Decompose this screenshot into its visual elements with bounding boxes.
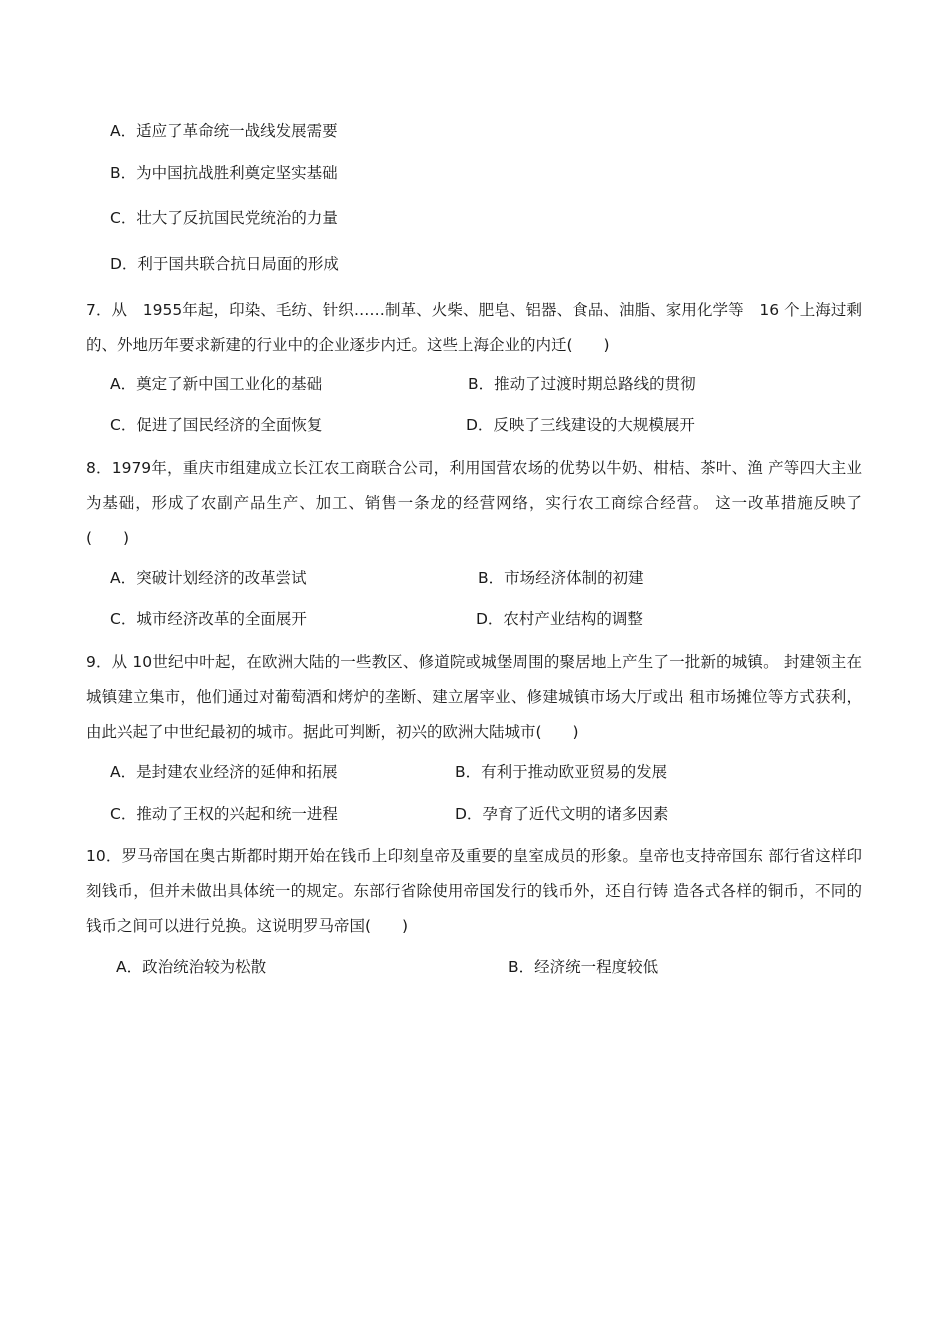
q7-option-c: C．促进了国民经济的全面恢复 <box>110 416 323 434</box>
q9-option-b: B．有利于推动欧亚贸易的发展 <box>455 763 668 781</box>
q7-option-a: A．奠定了新中国工业化的基础 <box>110 375 323 393</box>
q7-stem: 7．从 1955年起，印染、毛纺、针织……制革、火柴、肥皂、铝器、食品、油脂、家用化学等 16 个上海过剩的、外地历年要求新建的行业中的企业逐步内迁。这些上海企业的内迁( ) <box>86 301 862 354</box>
q8-option-b: B．市场经济体制的初建 <box>478 569 644 587</box>
q10-option-b: B．经济统一程度较低 <box>508 958 659 976</box>
q6-option-b: B．为中国抗战胜利奠定坚实基础 <box>110 164 338 182</box>
q8-option-d: D．农村产业结构的调整 <box>476 610 643 628</box>
q9-option-d: D．孕育了近代文明的诸多因素 <box>455 805 669 823</box>
q10-stem: 10．罗马帝国在奥古斯都时期开始在钱币上印刻皇帝及重要的皇室成员的形象。皇帝也支持帝国东 部行省这样印刻钱币，但并未做出具体统一的规定。东部行省除使用帝国发行的钱币外，还自行铸 造各式各样的铜币，不同的钱币之间可以进行兑换。这说明罗马帝国( ) <box>86 847 862 935</box>
q6-option-a: A．适应了革命统一战线发展需要 <box>110 122 338 140</box>
q9-option-c: C．推动了王权的兴起和统一进程 <box>110 805 338 823</box>
q8-stem: 8．1979年，重庆市组建成立长江农工商联合公司，利用国营农场的优势以牛奶、柑桔、茶叶、渔 产等四大主业为基础，形成了农副产品生产、加工、销售一条龙的经营网络，实行农工商综合经营。 这一改革措施反映了( ) <box>86 459 862 547</box>
q8-option-a: A．突破计划经济的改革尝试 <box>110 569 307 587</box>
q8-option-c: C．城市经济改革的全面展开 <box>110 610 307 628</box>
q6-option-d: D．利于国共联合抗日局面的形成 <box>110 255 339 273</box>
q7-option-d: D．反映了三线建设的大规模展开 <box>466 416 695 434</box>
q6-option-c: C．壮大了反抗国民党统治的力量 <box>110 209 338 227</box>
q7-option-b: B．推动了过渡时期总路线的贯彻 <box>468 375 696 393</box>
q9-option-a: A．是封建农业经济的延伸和拓展 <box>110 763 338 781</box>
q10-option-a: A．政治统治较为松散 <box>116 958 267 976</box>
q9-stem: 9．从 10世纪中叶起，在欧洲大陆的一些教区、修道院或城堡周围的聚居地上产生了一批新的城镇。 封建领主在城镇建立集市，他们通过对葡萄酒和烤炉的垄断、建立屠宰业、修建城镇市场大厅或出 租市场摊位等方式获利，由此兴起了中世纪最初的城市。据此可判断，初兴的欧洲大陆城市( ) <box>86 653 862 741</box>
